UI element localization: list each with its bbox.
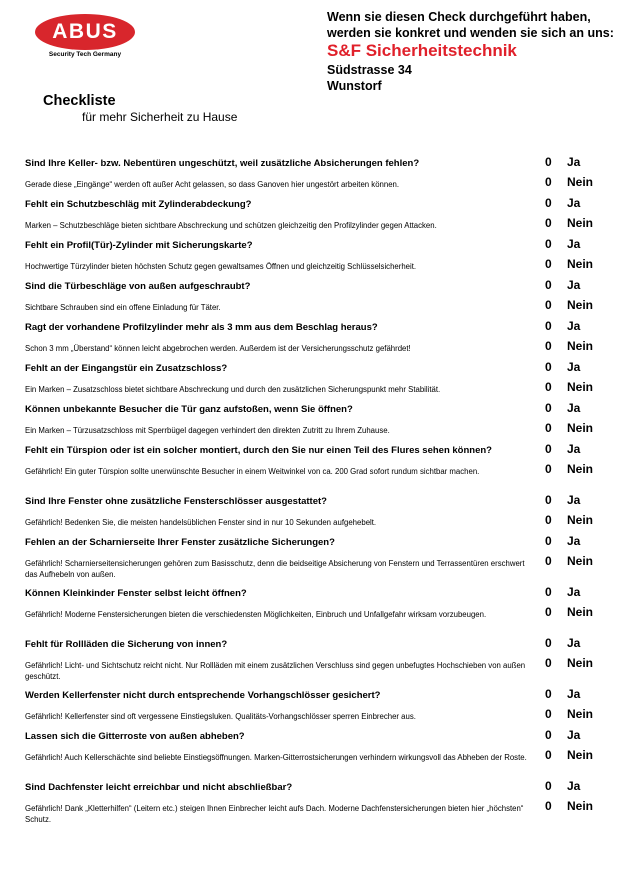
no-option[interactable] xyxy=(545,175,593,189)
no-label: Nein xyxy=(567,748,594,762)
question-text: Können unbekannte Besucher die Tür ganz aufstoßen, wenn Sie öffnen? xyxy=(25,404,353,415)
question-row xyxy=(25,777,605,797)
yes-score: 0 xyxy=(545,360,552,374)
checklist-item xyxy=(25,317,605,358)
no-score: 0 xyxy=(545,656,552,670)
yes-score: 0 xyxy=(545,278,552,292)
page-subtitle: für mehr Sicherheit zu Hause xyxy=(82,110,238,124)
no-score: 0 xyxy=(545,799,552,813)
question-row xyxy=(25,317,605,337)
explanation-text: Gefährlich! Auch Kellerschächte sind beliebte Einstiegsöffnungen. Marken-Gitterrostsicherungen verhindern wirkungsvoll das Abheben der Roste. xyxy=(25,753,527,762)
explanation-text: Ein Marken – Türzusatzschloss mit Sperrbügel dagegen verhindert den direkten Zutritt zu Ihrem Zuhause. xyxy=(25,426,390,435)
no-option[interactable] xyxy=(545,748,593,762)
yes-option[interactable] xyxy=(545,360,580,374)
yes-score: 0 xyxy=(545,687,552,701)
yes-option[interactable] xyxy=(545,401,580,415)
explanation-row xyxy=(25,378,605,399)
no-score: 0 xyxy=(545,513,552,527)
explanation-text: Gefährlich! Ein guter Türspion sollte unerwünschte Besucher in einem Weitwinkel von ca. 200 Grad sofort rundum sichtbar machen. xyxy=(25,467,480,476)
no-score: 0 xyxy=(545,554,552,568)
no-score: 0 xyxy=(545,257,552,271)
explanation-row xyxy=(25,705,605,726)
yes-score: 0 xyxy=(545,401,552,415)
company-name: S&F Sicherheitstechnik xyxy=(327,41,517,60)
question-row xyxy=(25,235,605,255)
question-row xyxy=(25,634,605,654)
checklist-item xyxy=(25,399,605,440)
no-score: 0 xyxy=(545,380,552,394)
yes-label: Ja xyxy=(567,687,581,701)
explanation-row xyxy=(25,654,605,685)
explanation-row xyxy=(25,419,605,440)
yes-label: Ja xyxy=(567,728,581,742)
yes-score: 0 xyxy=(545,155,552,169)
explanation-text: Gefährlich! Licht- und Sichtschutz reicht nicht. Nur Rollläden mit einem zusätzlichen Verschluss sind gegen unbefugtes Hochschieben von außen geschützt. xyxy=(25,661,526,681)
yes-label: Ja xyxy=(567,493,581,507)
no-option[interactable] xyxy=(545,339,593,353)
yes-label: Ja xyxy=(567,155,581,169)
explanation-row xyxy=(25,337,605,358)
yes-option[interactable] xyxy=(545,155,580,169)
explanation-row xyxy=(25,255,605,276)
no-option[interactable] xyxy=(545,707,593,721)
explanation-text: Ein Marken – Zusatzschloss bietet sichtbare Abschreckung und durch den zusätzlichen Sicherungspunkt mehr Stabilität. xyxy=(25,385,441,394)
yes-option[interactable] xyxy=(545,196,580,210)
explanation-text: Gefährlich! Scharnierseitensicherungen gehören zum Basisschutz, denn die beidseitige Absicherung von Fenstern und Terrassentüren erschwert das Aufhebeln von außen. xyxy=(25,559,525,579)
question-row xyxy=(25,726,605,746)
checklist-item xyxy=(25,440,605,491)
no-option[interactable] xyxy=(545,656,593,670)
yes-score: 0 xyxy=(545,728,552,742)
no-option[interactable] xyxy=(545,216,593,230)
question-text: Fehlt für Rollläden die Sicherung von innen? xyxy=(25,639,228,650)
no-option[interactable] xyxy=(545,421,593,435)
explanation-row xyxy=(25,797,605,828)
no-score: 0 xyxy=(545,462,552,476)
yes-label: Ja xyxy=(567,401,581,415)
yes-option[interactable] xyxy=(545,319,580,333)
company-city: Wunstorf xyxy=(327,79,382,93)
explanation-row xyxy=(25,603,605,634)
yes-option[interactable] xyxy=(545,278,580,292)
no-option[interactable] xyxy=(545,298,593,312)
yes-option[interactable] xyxy=(545,779,580,793)
question-text: Sind Dachfenster leicht erreichbar und nicht abschließbar? xyxy=(25,782,293,793)
yes-label: Ja xyxy=(567,196,581,210)
checklist-item xyxy=(25,358,605,399)
checklist-item xyxy=(25,276,605,317)
question-row xyxy=(25,685,605,705)
no-label: Nein xyxy=(567,339,594,353)
no-label: Nein xyxy=(567,707,594,721)
yes-label: Ja xyxy=(567,278,581,292)
yes-option[interactable] xyxy=(545,493,580,507)
explanation-row xyxy=(25,296,605,317)
checklist-item xyxy=(25,726,605,777)
yes-score: 0 xyxy=(545,442,552,456)
question-text: Werden Kellerfenster nicht durch entsprechende Vorhangschlösser gesichert? xyxy=(25,690,381,701)
question-row xyxy=(25,583,605,603)
no-option[interactable] xyxy=(545,380,593,394)
checklist-item xyxy=(25,235,605,276)
question-text: Fehlt ein Türspion oder ist ein solcher montiert, durch den Sie nur einen Teil des Flures sehen können? xyxy=(25,445,492,456)
contact-intro-line1: Wenn sie diesen Check durchgeführt haben, xyxy=(327,10,591,24)
no-score: 0 xyxy=(545,748,552,762)
no-label: Nein xyxy=(567,513,594,527)
yes-label: Ja xyxy=(567,779,581,793)
yes-label: Ja xyxy=(567,442,581,456)
explanation-text: Schon 3 mm „Überstand“ können leicht abgebrochen werden. Außerdem ist der Versicherungsschutz gefährdet! xyxy=(25,344,411,353)
question-text: Fehlen an der Scharnierseite Ihrer Fenster zusätzliche Sicherungen? xyxy=(25,537,335,548)
yes-score: 0 xyxy=(545,319,552,333)
question-row xyxy=(25,491,605,511)
checklist-item xyxy=(25,194,605,235)
yes-score: 0 xyxy=(545,493,552,507)
question-row xyxy=(25,532,605,552)
yes-label: Ja xyxy=(567,585,581,599)
no-score: 0 xyxy=(545,216,552,230)
yes-option[interactable] xyxy=(545,442,580,456)
question-text: Sind Ihre Keller- bzw. Nebentüren ungeschützt, weil zusätzliche Absicherungen fehlen? xyxy=(25,158,420,169)
checklist-item xyxy=(25,634,605,685)
yes-score: 0 xyxy=(545,636,552,650)
logo-brand: ABUS xyxy=(52,20,118,43)
question-text: Ragt der vorhandene Profilzylinder mehr als 3 mm aus dem Beschlag heraus? xyxy=(25,322,378,333)
no-option[interactable] xyxy=(545,462,593,476)
no-score: 0 xyxy=(545,605,552,619)
no-label: Nein xyxy=(567,216,594,230)
yes-score: 0 xyxy=(545,237,552,251)
no-score: 0 xyxy=(545,421,552,435)
explanation-text: Marken – Schutzbeschläge bieten sichtbare Abschreckung und schützen gleichzeitig den Profilzylinder gegen Attacken. xyxy=(25,221,437,230)
no-label: Nein xyxy=(567,298,594,312)
company-street: Südstrasse 34 xyxy=(327,63,412,77)
yes-score: 0 xyxy=(545,196,552,210)
no-score: 0 xyxy=(545,707,552,721)
question-row xyxy=(25,440,605,460)
logo-tagline: Security Tech Germany xyxy=(48,51,122,58)
explanation-text: Sichtbare Schrauben sind ein offene Einladung für Täter. xyxy=(25,303,221,312)
yes-option[interactable] xyxy=(545,534,580,548)
no-label: Nein xyxy=(567,462,594,476)
contact-block xyxy=(327,10,614,94)
yes-label: Ja xyxy=(567,636,581,650)
checklist-item xyxy=(25,685,605,726)
explanation-row xyxy=(25,746,605,777)
explanation-text: Gefährlich! Dank „Kletterhilfen“ (Leitern etc.) steigen Ihnen Einbrecher leicht aufs Dach. Moderne Dachfenstersicherungen bieten hier „höchsten“ Schutz. xyxy=(25,804,524,824)
question-row xyxy=(25,358,605,378)
no-option[interactable] xyxy=(545,513,593,527)
no-label: Nein xyxy=(567,799,594,813)
question-text: Können Kleinkinder Fenster selbst leicht öffnen? xyxy=(25,588,247,599)
contact-intro-line2: werden sie konkret und wenden sie sich an uns: xyxy=(327,25,614,40)
question-row xyxy=(25,194,605,214)
question-row xyxy=(25,399,605,419)
question-text: Fehlt an der Eingangstür ein Zusatzschloss? xyxy=(25,363,228,374)
no-label: Nein xyxy=(567,257,594,271)
yes-label: Ja xyxy=(567,534,581,548)
yes-label: Ja xyxy=(567,237,581,251)
no-label: Nein xyxy=(567,656,594,670)
yes-score: 0 xyxy=(545,534,552,548)
abus-logo xyxy=(35,14,135,60)
logo-oval xyxy=(35,14,135,50)
yes-option[interactable] xyxy=(545,636,580,650)
checklist-item xyxy=(25,532,605,583)
question-text: Lassen sich die Gitterroste von außen abheben? xyxy=(25,731,245,742)
explanation-row xyxy=(25,214,605,235)
yes-option[interactable] xyxy=(545,585,580,599)
explanation-row xyxy=(25,511,605,532)
no-option[interactable] xyxy=(545,257,593,271)
explanation-text: Hochwertige Türzylinder bieten höchsten Schutz gegen gewaltsames Öffnen und gleichzeitig Schlüsselsicherheit. xyxy=(25,262,417,271)
page-title: Checkliste xyxy=(43,93,116,109)
yes-option[interactable] xyxy=(545,728,580,742)
yes-option[interactable] xyxy=(545,687,580,701)
checklist-item xyxy=(25,777,605,828)
question-row xyxy=(25,153,605,173)
explanation-row xyxy=(25,173,605,194)
checklist-item xyxy=(25,491,605,532)
question-row xyxy=(25,276,605,296)
no-option[interactable] xyxy=(545,799,593,813)
no-label: Nein xyxy=(567,605,594,619)
no-label: Nein xyxy=(567,175,594,189)
yes-label: Ja xyxy=(567,319,581,333)
yes-score: 0 xyxy=(545,585,552,599)
question-text: Fehlt ein Profil(Tür)-Zylinder mit Sicherungskarte? xyxy=(25,240,253,251)
explanation-text: Gefährlich! Bedenken Sie, die meisten handelsüblichen Fenster sind in nur 10 Sekunden aufgehebelt. xyxy=(25,518,377,527)
checklist-item xyxy=(25,153,605,194)
yes-score: 0 xyxy=(545,779,552,793)
no-score: 0 xyxy=(545,339,552,353)
explanation-row xyxy=(25,460,605,491)
no-option[interactable] xyxy=(545,554,593,568)
no-score: 0 xyxy=(545,298,552,312)
question-text: Fehlt ein Schutzbeschläg mit Zylinderabdeckung? xyxy=(25,199,252,210)
yes-label: Ja xyxy=(567,360,581,374)
no-label: Nein xyxy=(567,554,594,568)
question-text: Sind die Türbeschläge von außen aufgeschraubt? xyxy=(25,281,251,292)
no-label: Nein xyxy=(567,380,594,394)
no-option[interactable] xyxy=(545,605,593,619)
explanation-row xyxy=(25,552,605,583)
checklist xyxy=(25,153,605,828)
explanation-text: Gefährlich! Moderne Fenstersicherungen bieten die verschiedensten Möglichkeiten, Einbruch und Unfallgefahr wirksam vorzubeugen. xyxy=(25,610,487,619)
no-label: Nein xyxy=(567,421,594,435)
explanation-text: Gefährlich! Kellerfenster sind oft vergessene Einstiegsluken. Qualitäts-Vorhangschlösser sperren Einbrecher aus. xyxy=(25,712,416,721)
explanation-text: Gerade diese „Eingänge“ werden oft außer Acht gelassen, so dass Ganoven hier ungestört arbeiten können. xyxy=(25,180,400,189)
question-text: Sind Ihre Fenster ohne zusätzliche Fensterschlösser ausgestattet? xyxy=(25,496,327,507)
checklist-item xyxy=(25,583,605,634)
yes-option[interactable] xyxy=(545,237,580,251)
no-score: 0 xyxy=(545,175,552,189)
